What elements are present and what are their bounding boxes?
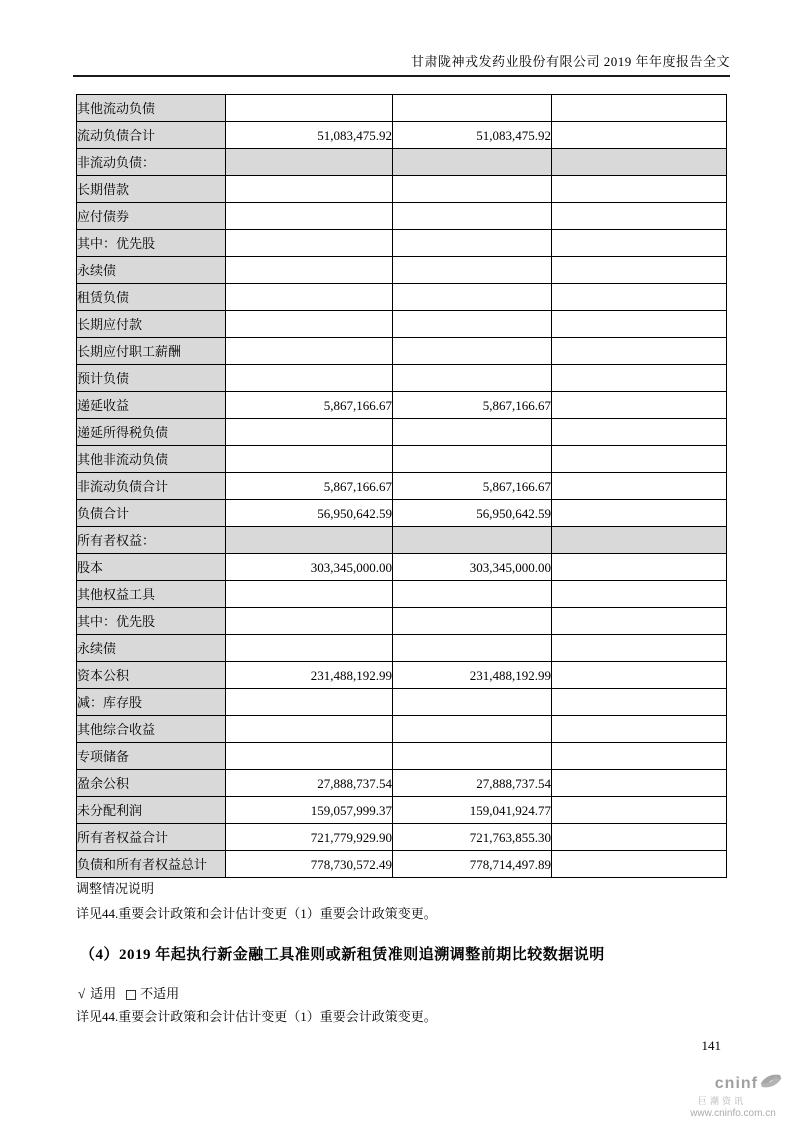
cell-value-col1 (226, 419, 393, 446)
table-row (77, 284, 727, 311)
table-row (77, 257, 727, 284)
balance-sheet-table (76, 94, 727, 878)
cninfo-logo (678, 1072, 788, 1119)
cell-value-col2 (393, 635, 552, 662)
row-label: 其他非流动负债 (77, 446, 226, 473)
cell-value-col1 (226, 608, 393, 635)
cell-value-col3 (552, 311, 727, 338)
cell-value-col2 (393, 149, 552, 176)
cell-value-col1: 51,083,475.92 (226, 122, 393, 149)
row-label: 应付债券 (77, 203, 226, 230)
cell-value-col1 (226, 716, 393, 743)
cell-value-col2 (393, 257, 552, 284)
table-row (77, 392, 727, 419)
table-row (77, 635, 727, 662)
cell-value-col3 (552, 176, 727, 203)
cell-value-col2: 303,345,000.00 (393, 554, 552, 581)
cell-value-col3 (552, 851, 727, 878)
page-number: 141 (701, 1038, 721, 1053)
cell-value-col3 (552, 770, 727, 797)
cell-value-col2: 27,888,737.54 (393, 770, 552, 797)
cell-value-col3 (552, 716, 727, 743)
cell-value-col3 (552, 797, 727, 824)
cell-value-col1 (226, 230, 393, 257)
row-label: 预计负债 (77, 365, 226, 392)
cell-value-col1 (226, 257, 393, 284)
table-row (77, 851, 727, 878)
cell-value-col3 (552, 284, 727, 311)
table-row (77, 176, 727, 203)
row-label: 盈余公积 (77, 770, 226, 797)
cell-value-col2 (393, 419, 552, 446)
cell-value-col2 (393, 716, 552, 743)
checkbox-icon (126, 990, 136, 1000)
applicability-line (78, 983, 179, 1002)
row-label: 递延所得税负债 (77, 419, 226, 446)
table-row (77, 527, 727, 554)
table-row (77, 500, 727, 527)
table-row (77, 770, 727, 797)
row-label: 长期借款 (77, 176, 226, 203)
cell-value-col3 (552, 365, 727, 392)
cell-value-col3 (552, 392, 727, 419)
balance-sheet-body (77, 95, 727, 878)
cninfo-brand-row (678, 1072, 788, 1095)
cell-value-col2: 5,867,166.67 (393, 473, 552, 500)
cell-value-col3 (552, 608, 727, 635)
row-label: 其他综合收益 (77, 716, 226, 743)
table-row (77, 824, 727, 851)
cell-value-col3 (552, 824, 727, 851)
document-header-title: 甘肃陇神戎发药业股份有限公司 2019 年年度报告全文 (410, 54, 730, 69)
table-row (77, 311, 727, 338)
row-label: 未分配利润 (77, 797, 226, 824)
table-row (77, 419, 727, 446)
section-heading: （4）2019 年起执行新金融工具准则或新租赁准则追溯调整前期比较数据说明 (80, 947, 605, 963)
row-label: 长期应付职工薪酬 (77, 338, 226, 365)
cell-value-col3 (552, 203, 727, 230)
row-label: 非流动负债： (77, 149, 226, 176)
table-row (77, 581, 727, 608)
cell-value-col3 (552, 446, 727, 473)
cell-value-col2: 778,714,497.89 (393, 851, 552, 878)
cell-value-col1 (226, 527, 393, 554)
cell-value-col1: 56,950,642.59 (226, 500, 393, 527)
table-row (77, 149, 727, 176)
row-label: 永续债 (77, 257, 226, 284)
cell-value-col2: 56,950,642.59 (393, 500, 552, 527)
cell-value-col2 (393, 365, 552, 392)
table-row (77, 797, 727, 824)
cell-value-col2 (393, 527, 552, 554)
table-row (77, 446, 727, 473)
row-label: 其中：优先股 (77, 230, 226, 257)
row-label: 减：库存股 (77, 689, 226, 716)
cell-value-col1 (226, 581, 393, 608)
row-label: 资本公积 (77, 662, 226, 689)
cell-value-col2 (393, 311, 552, 338)
cell-value-col2 (393, 689, 552, 716)
cell-value-col3 (552, 581, 727, 608)
row-label: 负债合计 (77, 500, 226, 527)
cell-value-col2 (393, 338, 552, 365)
table-row (77, 608, 727, 635)
adjustment-note-title: 调整情况说明 (76, 881, 155, 896)
cell-value-col1 (226, 365, 393, 392)
cell-value-col3 (552, 122, 727, 149)
cell-value-col2 (393, 581, 552, 608)
cell-value-col1: 27,888,737.54 (226, 770, 393, 797)
cell-value-col2: 159,041,924.77 (393, 797, 552, 824)
cell-value-col1 (226, 635, 393, 662)
cell-value-col3 (552, 662, 727, 689)
table-row (77, 689, 727, 716)
cell-value-col3 (552, 149, 727, 176)
balance-sheet (76, 94, 727, 878)
cell-value-col2 (393, 230, 552, 257)
row-label: 非流动负债合计 (77, 473, 226, 500)
cell-value-col2: 5,867,166.67 (393, 392, 552, 419)
cell-value-col2 (393, 95, 552, 122)
cell-value-col1: 5,867,166.67 (226, 392, 393, 419)
cell-value-col2: 231,488,192.99 (393, 662, 552, 689)
cninfo-brand-cn: 巨潮资讯 (697, 1096, 746, 1106)
applicable-label: 适用 (90, 986, 117, 1001)
cell-value-col3 (552, 500, 727, 527)
row-label: 流动负债合计 (77, 122, 226, 149)
table-row (77, 743, 727, 770)
cell-value-col2 (393, 284, 552, 311)
adjustment-note-detail: 详见44.重要会计政策和会计估计变更（1）重要会计政策变更。 (76, 906, 437, 921)
cell-value-col1: 778,730,572.49 (226, 851, 393, 878)
cell-value-col2: 721,763,855.30 (393, 824, 552, 851)
table-row (77, 716, 727, 743)
cell-value-col3 (552, 257, 727, 284)
cell-value-col3 (552, 554, 727, 581)
cell-value-col1 (226, 743, 393, 770)
cell-value-col2: 51,083,475.92 (393, 122, 552, 149)
section-detail: 详见44.重要会计政策和会计估计变更（1）重要会计政策变更。 (76, 1009, 437, 1024)
cninfo-url: www.cninfo.com.cn (690, 1108, 776, 1119)
cell-value-col3 (552, 527, 727, 554)
not-applicable-label: 不适用 (140, 986, 180, 1001)
cell-value-col1 (226, 338, 393, 365)
header-divider (73, 75, 730, 77)
row-label: 其中：优先股 (77, 608, 226, 635)
row-label: 股本 (77, 554, 226, 581)
cell-value-col2 (393, 203, 552, 230)
row-label: 专项储备 (77, 743, 226, 770)
row-label: 所有者权益： (77, 527, 226, 554)
cell-value-col1 (226, 176, 393, 203)
cell-value-col1 (226, 95, 393, 122)
cninfo-swoosh-icon (760, 1072, 782, 1095)
cell-value-col1: 231,488,192.99 (226, 662, 393, 689)
row-label: 递延收益 (77, 392, 226, 419)
row-label: 租赁负债 (77, 284, 226, 311)
row-label: 长期应付款 (77, 311, 226, 338)
table-row (77, 203, 727, 230)
table-row (77, 662, 727, 689)
cell-value-col1: 5,867,166.67 (226, 473, 393, 500)
cell-value-col3 (552, 338, 727, 365)
cell-value-col1: 159,057,999.37 (226, 797, 393, 824)
cell-value-col3 (552, 635, 727, 662)
cell-value-col3 (552, 419, 727, 446)
table-row (77, 473, 727, 500)
cell-value-col1: 303,345,000.00 (226, 554, 393, 581)
cell-value-col1: 721,779,929.90 (226, 824, 393, 851)
table-row (77, 230, 727, 257)
cell-value-col3 (552, 743, 727, 770)
table-row (77, 338, 727, 365)
row-label: 所有者权益合计 (77, 824, 226, 851)
row-label: 永续债 (77, 635, 226, 662)
cell-value-col3 (552, 95, 727, 122)
cell-value-col2 (393, 446, 552, 473)
cell-value-col1 (226, 446, 393, 473)
cell-value-col1 (226, 689, 393, 716)
cell-value-col1 (226, 203, 393, 230)
cell-value-col2 (393, 608, 552, 635)
cell-value-col2 (393, 176, 552, 203)
row-label: 其他流动负债 (77, 95, 226, 122)
cell-value-col1 (226, 149, 393, 176)
table-row (77, 122, 727, 149)
cell-value-col1 (226, 311, 393, 338)
cell-value-col3 (552, 230, 727, 257)
cell-value-col2 (393, 743, 552, 770)
cell-value-col3 (552, 689, 727, 716)
table-row (77, 554, 727, 581)
cell-value-col1 (226, 284, 393, 311)
row-label: 其他权益工具 (77, 581, 226, 608)
cninfo-brand-text: cninf (714, 1074, 758, 1092)
table-row (77, 365, 727, 392)
cell-value-col3 (552, 473, 727, 500)
checkmark-icon: √ (78, 986, 86, 1001)
row-label: 负债和所有者权益总计 (77, 851, 226, 878)
table-row (77, 95, 727, 122)
